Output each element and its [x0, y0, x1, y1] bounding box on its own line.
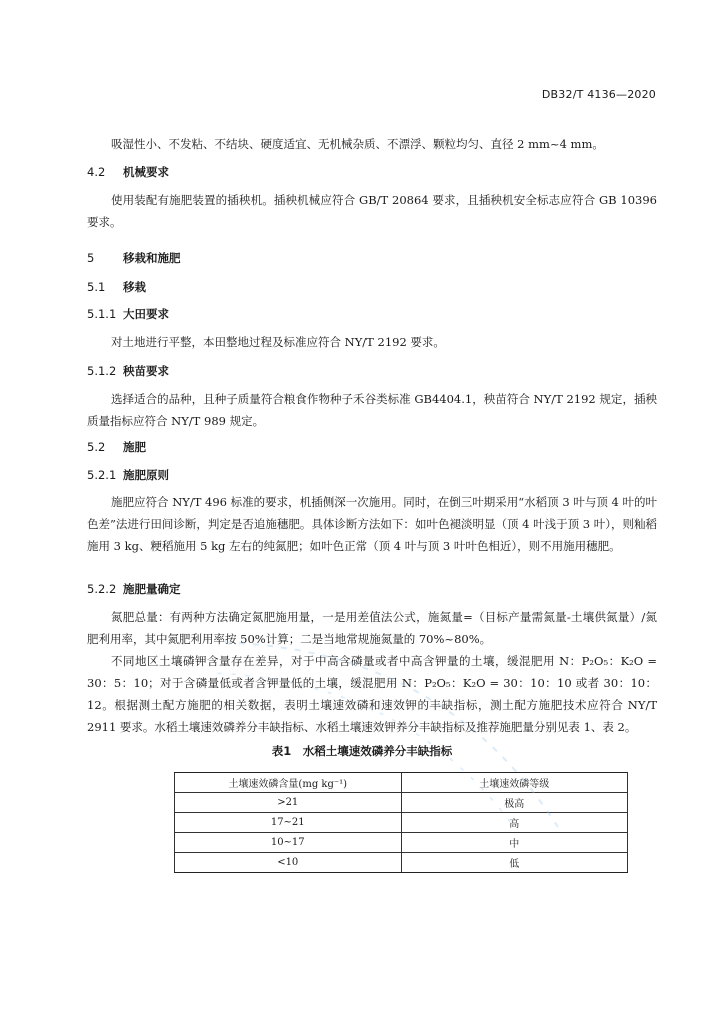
paragraph-5-2-2-nitrogen: 氮肥总量：有两种方法确定氮肥施用量，一是用差值法公式，施氮量=（目标产量需氮量-土壤供氮量）/氮肥利用率，其中氮肥利用率按 50%计算；二是当地常规施氮量的 70%~80%。 [87, 610, 657, 646]
table-row [175, 853, 628, 873]
table-cell: 10~17 [175, 833, 402, 853]
standard-code: DB32/T 4136—2020 [541, 88, 656, 101]
table-cell: 低 [401, 853, 628, 873]
table-header-row [175, 773, 628, 793]
table-header-cell: 土壤速效磷等级 [401, 773, 628, 793]
heading-5-1 [87, 276, 146, 298]
heading-number: 5.1.1 [87, 307, 117, 321]
table-1 [174, 772, 628, 873]
heading-text: 施肥量确定 [123, 582, 181, 596]
heading-text: 施肥原则 [123, 468, 169, 482]
heading-number: 4.2 [87, 165, 106, 179]
heading-number: 5.1.2 [87, 364, 117, 378]
heading-5 [87, 247, 181, 269]
table-cell: >21 [175, 793, 402, 813]
heading-text: 秧苗要求 [123, 364, 169, 378]
paragraph-5-1-1: 对土地进行平整，本田整地过程及标准应符合 NY/T 2192 要求。 [111, 335, 445, 349]
heading-text: 移栽 [123, 280, 146, 294]
paragraph-5-2-2-phosphorus-potassium: 不同地区土壤磷钾含量存在差异，对于中高含磷量或者中高含钾量的土壤，缓混肥用 N：P₂O₅：K₂O = 30：5：10；对于含磷量低或者含钾量低的土壤，缓混肥用 N：P₂O₅：K₂O = 30：10：10 或者 30：10：12。根据测土配方施肥的相关数据，表明土壤速效磷和速效钾的丰缺指标，测土配方施肥技术应符合 NY/T 2911 要求。水稻土壤速效磷养分丰缺指标、水稻土壤速效钾养分丰缺指标及推荐施肥量分别见表 1、表 2。 [87, 654, 657, 734]
heading-text: 移栽和施肥 [123, 251, 181, 265]
table-row [175, 833, 628, 853]
heading-5-2-1 [87, 464, 169, 486]
heading-number: 5.2.1 [87, 468, 117, 482]
table-cell: 17~21 [175, 813, 402, 833]
table-row [175, 813, 628, 833]
heading-number: 5.1 [87, 280, 106, 294]
heading-text: 施肥 [123, 440, 146, 454]
heading-5-1-1 [87, 303, 169, 325]
table-cell: 极高 [401, 793, 628, 813]
heading-text: 机械要求 [123, 165, 169, 179]
table-header-cell: 土壤速效磷含量(mg kg⁻¹) [175, 773, 402, 793]
paragraph-5-2-1: 施肥应符合 NY/T 496 标准的要求，机插侧深一次施用。同时，在倒三叶期采用“水稻顶 3 叶与顶 4 叶的叶色差”法进行田间诊断，判定是否追施穗肥。具体诊断方法如下：如叶色褪淡明显（顶 4 叶浅于顶 3 叶），则籼稻施用 3 kg、粳稻施用 5 kg 左右的纯氮肥；如叶色正常（顶 4 叶与顶 3 叶叶色相近），则不用施用穗肥。 [87, 495, 657, 553]
table-cell: 中 [401, 833, 628, 853]
table-cell: 高 [401, 813, 628, 833]
heading-text: 大田要求 [123, 307, 169, 321]
heading-number: 5.2.2 [87, 582, 117, 596]
paragraph-4-1-continued: 吸湿性小、不发粘、不结块、硬度适宜、无机械杂质、不漂浮、颗粒均匀、直径 2 mm~4 mm。 [111, 137, 604, 151]
table-row [175, 793, 628, 813]
table-1-title: 表1 水稻土壤速效磷养分丰缺指标 [271, 744, 453, 758]
heading-5-2-2 [87, 578, 181, 600]
paragraph-4-2: 使用装配有施肥装置的插秧机。插秧机械应符合 GB/T 20864 要求，且插秧机安全标志应符合 GB 10396 要求。 [87, 193, 657, 229]
paragraph-5-1-2: 选择适合的品种，且种子质量符合粮食作物种子禾谷类标准 GB4404.1，秧苗符合 NY/T 2192 规定，插秧质量指标应符合 NY/T 989 规定。 [87, 392, 657, 428]
heading-5-2 [87, 436, 146, 458]
heading-number: 5 [87, 251, 95, 265]
heading-number: 5.2 [87, 440, 106, 454]
table-cell: <10 [175, 853, 402, 873]
heading-4-2 [87, 161, 169, 183]
heading-5-1-2 [87, 360, 169, 382]
